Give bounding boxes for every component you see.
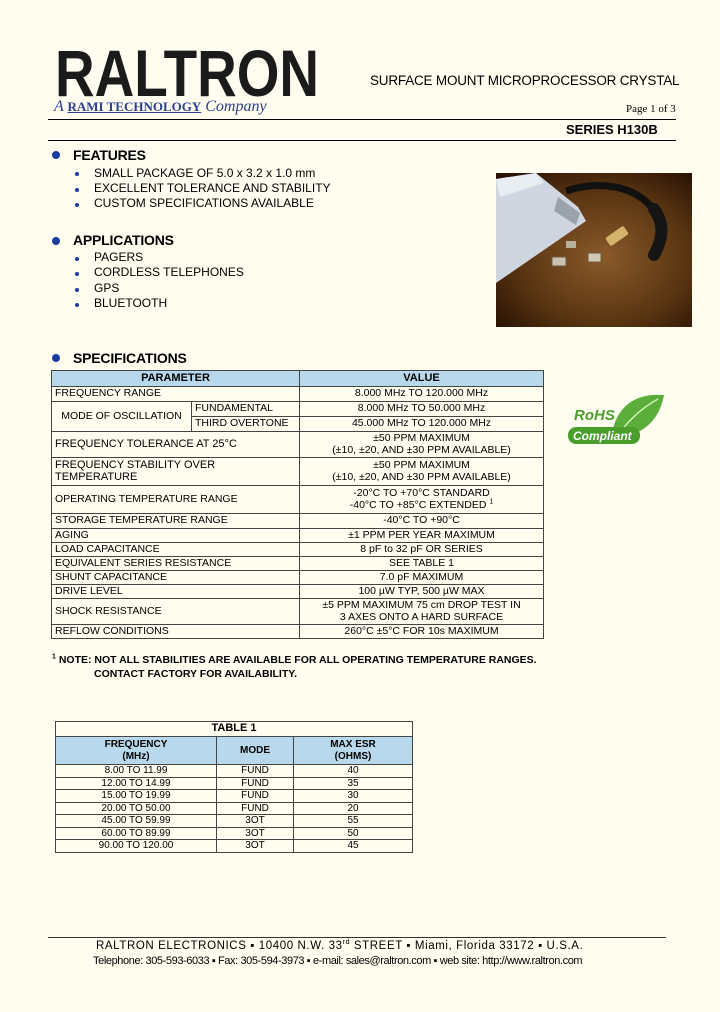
value-cell: 45.000 MHz TO 120.000 MHz (300, 417, 544, 432)
application-item: PAGERS (94, 250, 144, 264)
table-header-row (52, 371, 544, 387)
value-line: ±50 PPM MAXIMUM (373, 432, 470, 444)
value-cell: ±1 PPM PER YEAR MAXIMUM (300, 529, 544, 543)
bullet-icon (75, 288, 79, 292)
header-line: FREQUENCY (104, 739, 168, 750)
param-cell: REFLOW CONDITIONS (52, 625, 300, 639)
features-heading: FEATURES (73, 147, 146, 163)
mode-cell: FUND (217, 765, 294, 778)
mode-cell: 3OT (217, 840, 294, 853)
table-row (52, 625, 544, 639)
footer-contact: Telephone: 305-593-6033 ▪ Fax: 305-594-3973 ▪ e-mail: sales@raltron.com ▪ web site: http://www.raltron.com (93, 955, 583, 967)
series-label: SERIES H130B (566, 122, 658, 137)
application-item: BLUETOOTH (94, 296, 168, 310)
header-rule-bottom (48, 140, 676, 141)
bullet-icon (75, 188, 79, 192)
header-rule-top (48, 119, 676, 120)
specifications-heading: SPECIFICATIONS (73, 350, 187, 366)
param-cell: AGING (52, 529, 300, 543)
value-cell (300, 432, 544, 458)
logo-text: RALTRON (55, 44, 319, 100)
table-row (52, 585, 544, 599)
page-number: Page 1 of 3 (626, 103, 676, 115)
feature-item: CUSTOM SPECIFICATIONS AVAILABLE (94, 196, 314, 210)
param-cell: EQUIVALENT SERIES RESISTANCE (52, 557, 300, 571)
raltron-logo (55, 44, 319, 100)
table-row (52, 529, 544, 543)
frequency-cell: 8.00 TO 11.99 (56, 765, 217, 778)
feature-item: SMALL PACKAGE OF 5.0 x 3.2 x 1.0 mm (94, 166, 316, 180)
param-header: PARAMETER (52, 371, 300, 387)
table-row (56, 765, 413, 778)
param-cell: SHUNT CAPACITANCE (52, 571, 300, 585)
table-row (52, 387, 544, 402)
value-cell: 260°C ±5°C FOR 10s MAXIMUM (300, 625, 544, 639)
applications-bullet-icon (52, 237, 60, 245)
value-cell: -40°C TO +90°C (300, 514, 544, 529)
value-text: -40°C TO +85°C EXTENDED (349, 498, 487, 511)
feature-item: EXCELLENT TOLERANCE AND STABILITY (94, 181, 331, 195)
value-line: 3 AXES ONTO A HARD SURFACE (339, 610, 504, 623)
subparam-cell: FUNDAMENTAL (192, 402, 300, 417)
footnote-line2: CONTACT FACTORY FOR AVAILABILITY. (94, 668, 297, 680)
mode-cell: FUND (217, 802, 294, 815)
footnote (52, 654, 537, 666)
esr-cell: 20 (294, 802, 413, 815)
value-line: -20°C TO +70°C STANDARD (353, 487, 490, 499)
esr-cell: 40 (294, 765, 413, 778)
esr-table (55, 721, 413, 853)
footnote-ref: 1 (489, 498, 494, 505)
application-item: GPS (94, 281, 120, 295)
frequency-cell: 90.00 TO 120.00 (56, 840, 217, 853)
compliant-label: Compliant (573, 429, 632, 443)
table-row (52, 514, 544, 529)
tagline-a: A (54, 98, 64, 115)
subparam-cell: THIRD OVERTONE (192, 417, 300, 432)
company-tagline (54, 98, 267, 116)
mode-cell: 3OT (217, 827, 294, 840)
mode-cell: 3OT (217, 815, 294, 828)
value-header: VALUE (300, 371, 544, 387)
table-row (52, 543, 544, 557)
param-cell: LOAD CAPACITANCE (52, 543, 300, 557)
specifications-bullet-icon (52, 354, 60, 362)
footer-rule (48, 937, 666, 938)
footer-address (96, 940, 583, 952)
frequency-cell: 60.00 TO 89.99 (56, 827, 217, 840)
rohs-label: RoHS (574, 407, 615, 424)
value-cell: 7.0 pF MAXIMUM (300, 571, 544, 585)
mode-cell: FUND (217, 777, 294, 790)
param-cell: SHOCK RESISTANCE (52, 599, 300, 625)
table-header-row (56, 737, 413, 765)
footnote-marker: 1 (52, 653, 56, 661)
table-title: TABLE 1 (56, 722, 413, 737)
param-cell: DRIVE LEVEL (52, 585, 300, 599)
frequency-cell: 20.00 TO 50.00 (56, 802, 217, 815)
param-cell: STORAGE TEMPERATURE RANGE (52, 514, 300, 529)
value-cell: 100 µW TYP, 500 µW MAX (300, 585, 544, 599)
table-row (52, 486, 544, 514)
value-cell: SEE TABLE 1 (300, 557, 544, 571)
frequency-cell: 45.00 TO 59.99 (56, 815, 217, 828)
param-cell: FREQUENCY RANGE (52, 387, 300, 402)
address-sup: rd (342, 939, 351, 947)
table-title-row (56, 722, 413, 737)
table-row (56, 777, 413, 790)
address-part: STREET ▪ Miami, Florida 33172 ▪ U.S.A. (350, 940, 584, 952)
tagline-rami: RAMI TECHNOLOGY (67, 99, 202, 114)
esr-cell: 55 (294, 815, 413, 828)
table-row (56, 827, 413, 840)
esr-cell: 30 (294, 790, 413, 803)
table-row (56, 840, 413, 853)
mode-cell: FUND (217, 790, 294, 803)
value-line (303, 500, 540, 512)
applications-heading: APPLICATIONS (73, 232, 174, 248)
value-cell (300, 599, 544, 625)
value-cell: 8.000 MHz TO 120.000 MHz (300, 387, 544, 402)
product-photo-graphic (496, 173, 692, 327)
footnote-line1: NOTE: NOT ALL STABILITIES ARE AVAILABLE FOR ALL OPERATING TEMPERATURE RANGES. (58, 654, 537, 666)
table-row (56, 815, 413, 828)
param-cell: FREQUENCY STABILITY OVER TEMPERATURE (52, 458, 300, 486)
address-part: RALTRON ELECTRONICS ▪ 10400 N.W. 33 (96, 940, 343, 952)
value-line: ±5 PPM MAXIMUM 75 cm DROP TEST IN (322, 599, 521, 611)
bullet-icon (75, 272, 79, 276)
esr-cell: 45 (294, 840, 413, 853)
table-row (52, 557, 544, 571)
value-cell (300, 486, 544, 514)
table-row (52, 599, 544, 625)
specifications-table (51, 370, 544, 639)
frequency-header (56, 737, 217, 765)
table-row (52, 432, 544, 458)
bullet-icon (75, 203, 79, 207)
header-line: MAX ESR (330, 739, 376, 750)
esr-header (294, 737, 413, 765)
value-line: (±10, ±20, AND ±30 PPM AVAILABLE) (332, 443, 511, 456)
esr-cell: 50 (294, 827, 413, 840)
frequency-cell: 15.00 TO 19.99 (56, 790, 217, 803)
tagline-company: Company (205, 98, 267, 115)
table-row (52, 571, 544, 585)
mode-header: MODE (217, 737, 294, 765)
value-cell: 8 pF to 32 pF OR SERIES (300, 543, 544, 557)
table-row (52, 402, 544, 417)
value-cell: 8.000 MHz TO 50.000 MHz (300, 402, 544, 417)
document-title: SURFACE MOUNT MICROPROCESSOR CRYSTAL (370, 73, 680, 88)
bullet-icon (75, 172, 79, 176)
param-cell: OPERATING TEMPERATURE RANGE (52, 486, 300, 514)
esr-cell: 35 (294, 777, 413, 790)
table-row (52, 458, 544, 486)
bullet-icon (75, 257, 79, 261)
value-line: ±50 PPM MAXIMUM (373, 459, 470, 471)
table-row (56, 790, 413, 803)
product-photo (496, 173, 692, 327)
rohs-compliant-icon (566, 393, 666, 449)
param-cell: FREQUENCY TOLERANCE AT 25°C (52, 432, 300, 458)
table-row (56, 802, 413, 815)
param-cell: MODE OF OSCILLATION (52, 402, 192, 432)
value-line: (±10, ±20, AND ±30 PPM AVAILABLE) (332, 470, 511, 483)
frequency-cell: 12.00 TO 14.99 (56, 777, 217, 790)
header-line: (MHz) (122, 750, 150, 762)
value-cell (300, 458, 544, 486)
application-item: CORDLESS TELEPHONES (94, 265, 244, 279)
bullet-icon (75, 303, 79, 307)
header-line: (OHMS) (334, 750, 372, 762)
features-bullet-icon (52, 151, 60, 159)
